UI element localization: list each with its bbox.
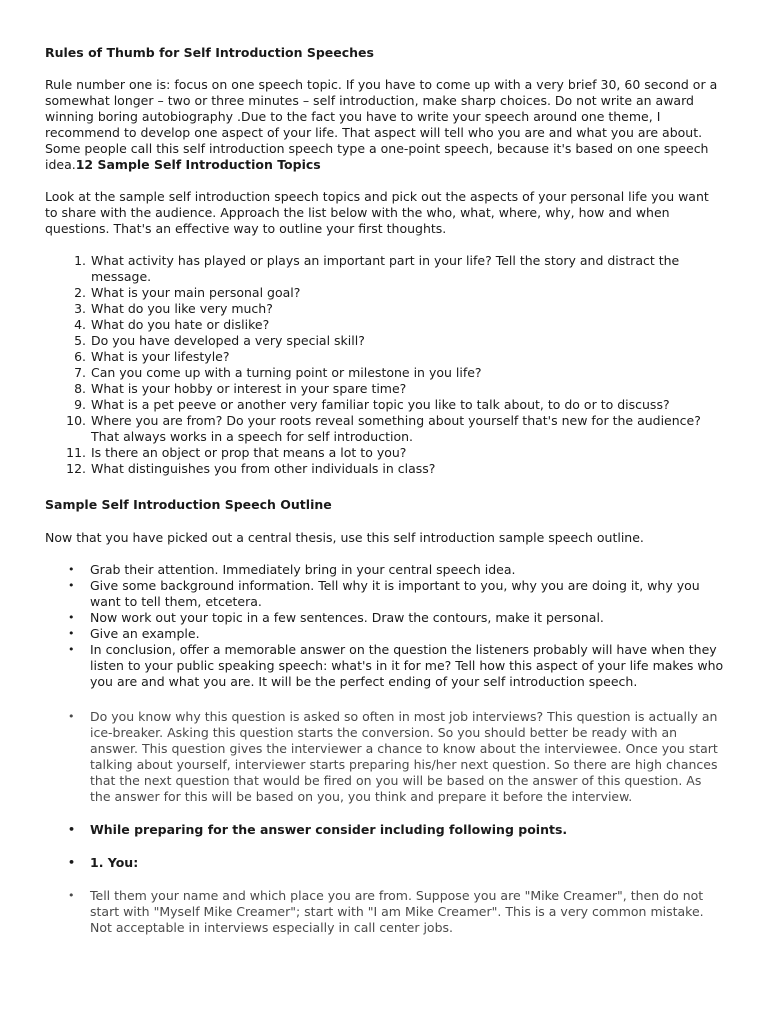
list-item-heading: • 1. You:	[90, 855, 724, 871]
list-item: • Tell them your name and which place you are from. Suppose you are "Mike Creamer", then do not start with "Myself Mike Creamer"; start with "I am Mike Creamer". This is a very common mistake. Not acceptable in interviews especially in call center jobs.	[90, 888, 724, 936]
list-item: 3. What do you like very much?	[90, 301, 724, 317]
topics-intro: Look at the sample self introduction speech topics and pick out the aspects of your personal life you want to share with the audience. Approach the list below with the who, what, where, why, how and when questions. That's an effective way to outline your first thoughts.	[45, 189, 709, 236]
list-item: 4. What do you hate or dislike?	[90, 317, 724, 333]
list-item: 12. What distinguishes you from other individuals in class?	[90, 461, 724, 477]
list-item: 8. What is your hobby or interest in your spare time?	[90, 381, 724, 397]
outline-list	[45, 562, 724, 690]
intro-text: Rule number one is: focus on one speech topic. If you have to come up with a very brief 30, 60 second or a somewhat longer – two or three minutes – self introduction, make sharp choices. Do not write an award winning boring autobiography .Due to the fact you have to write your speech around one theme, I recommend to develop one aspect of your life. That aspect will tell who you are and what you are about. Some people call this self introduction speech type a one-point speech, because it's based on one speech idea.	[45, 77, 718, 172]
topics-list	[45, 253, 724, 477]
topics-heading: 12 Sample Self Introduction Topics	[75, 157, 321, 172]
interview-tips-list	[45, 709, 724, 936]
list-item: 2. What is your main personal goal?	[90, 285, 724, 301]
list-item: • Now work out your topic in a few sentences. Draw the contours, make it personal.	[90, 610, 724, 626]
list-item: • Give an example.	[90, 626, 724, 642]
intro-paragraph	[45, 77, 724, 173]
list-item: 7. Can you come up with a turning point or milestone in you life?	[90, 365, 724, 381]
outline-intro: Now that you have picked out a central thesis, use this self introduction sample speech outline.	[45, 530, 644, 545]
list-item-heading: • While preparing for the answer consider including following points.	[90, 822, 724, 838]
document-title: Rules of Thumb for Self Introduction Speeches	[45, 45, 374, 60]
list-item: • Give some background information. Tell why it is important to you, why you are doing it, why you want to tell them, etcetera.	[90, 578, 724, 610]
outline-heading: Sample Self Introduction Speech Outline	[45, 497, 332, 512]
list-item: 6. What is your lifestyle?	[90, 349, 724, 365]
list-item: 10. Where you are from? Do your roots reveal something about yourself that's new for the audience? That always works in a speech for self introduction.	[90, 413, 724, 445]
list-item: 1. What activity has played or plays an important part in your life? Tell the story and distract the message.	[90, 253, 724, 285]
list-item: 9. What is a pet peeve or another very familiar topic you like to talk about, to do or to discuss?	[90, 397, 724, 413]
list-item: • Grab their attention. Immediately bring in your central speech idea.	[90, 562, 724, 578]
list-item: • Do you know why this question is asked so often in most job interviews? This question is actually an ice-breaker. Asking this question starts the conversion. So you should better be ready with an answer. This question gives the interviewer a chance to know about the interviewee. Once you start talking about yourself, interviewer starts preparing his/her next question. So there are high chances that the next question that would be fired on you will be based on the answer of this question. As the answer for this will be based on you, you think and prepare it before the interview.	[90, 709, 724, 805]
list-item: 11. Is there an object or prop that means a lot to you?	[90, 445, 724, 461]
list-item: 5. Do you have developed a very special skill?	[90, 333, 724, 349]
list-item: • In conclusion, offer a memorable answer on the question the listeners probably will have when they listen to your public speaking speech: what's in it for me? Tell how this aspect of your life makes who you are and what you are. It will be the perfect ending of your self introduction speech.	[90, 642, 724, 690]
